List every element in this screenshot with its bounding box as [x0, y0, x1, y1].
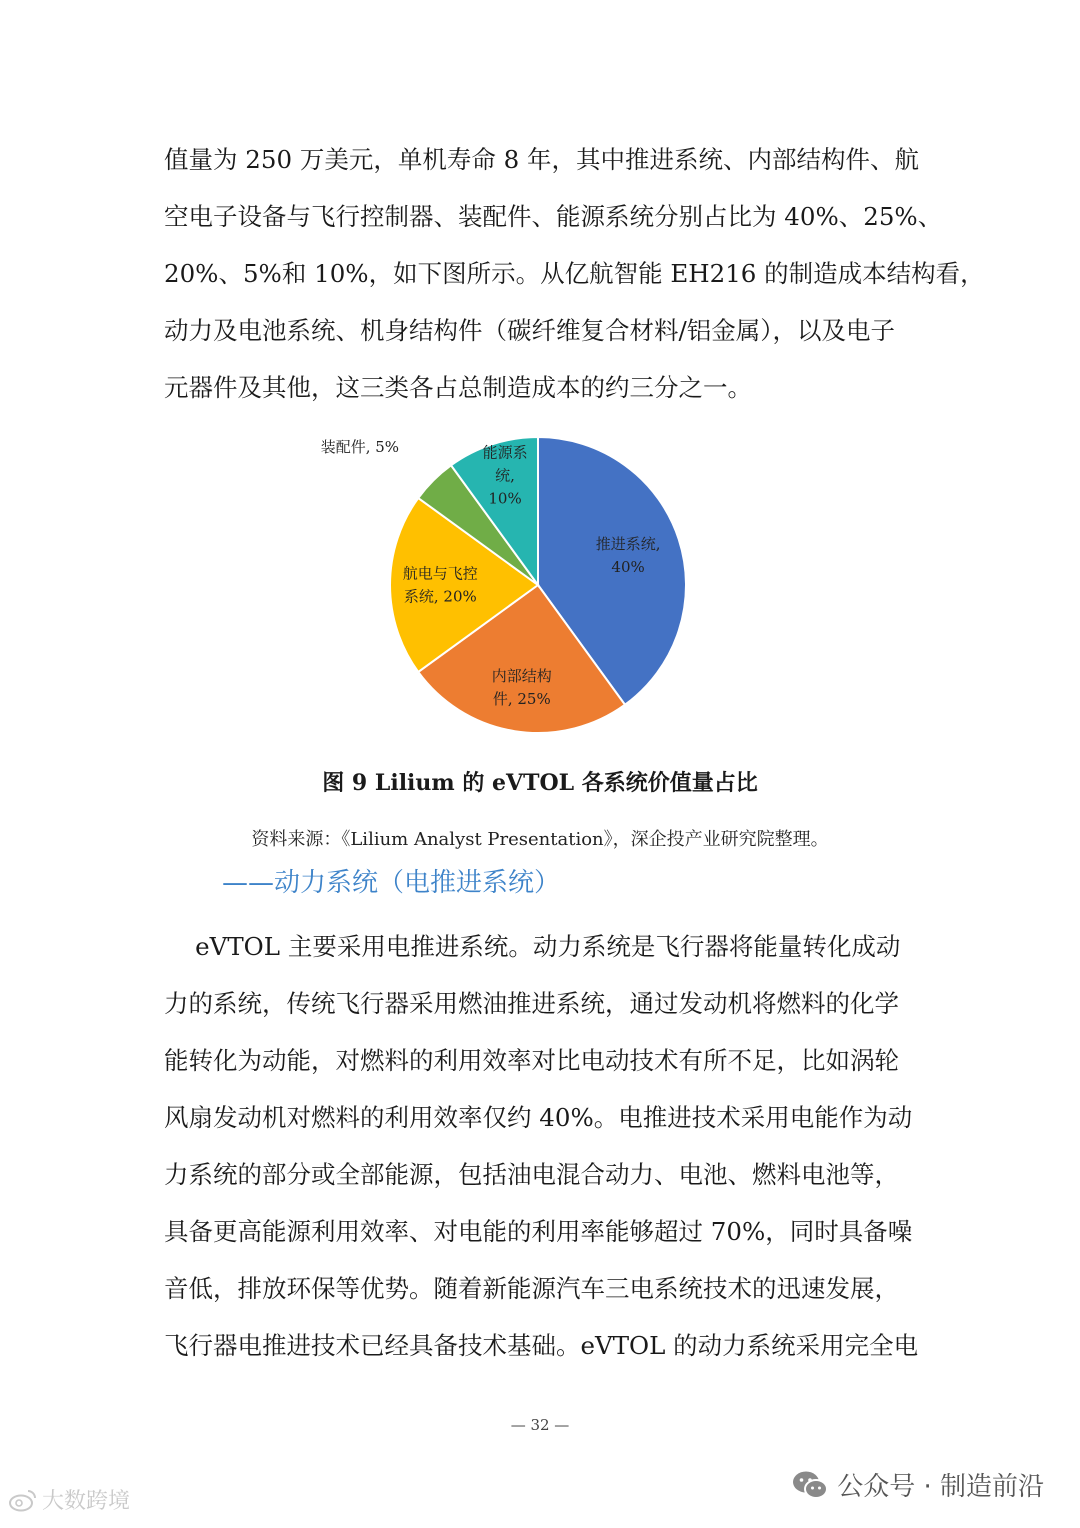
- paragraph-line: eVTOL 主要采用电推进系统。动力系统是飞行器将能量转化成动: [164, 932, 901, 961]
- wechat-watermark: [791, 1466, 1044, 1503]
- paragraph-line: 力的系统，传统飞行器采用燃油推进系统，通过发动机将燃料的化学: [164, 989, 899, 1018]
- paragraph-line: 飞行器电推进技术已经具备技术基础。eVTOL 的动力系统采用完全电: [164, 1331, 919, 1360]
- pie-label-line: 件, 25%: [492, 689, 551, 708]
- pie-label-line: 内部结构: [491, 666, 552, 685]
- corner-label: 大数跨境: [42, 1489, 131, 1514]
- pie-slice-label: [321, 438, 399, 456]
- pie-label-line: 装配件, 5%: [320, 437, 400, 456]
- body-paragraph-2: [164, 918, 918, 1374]
- paragraph-line: 能转化为动能，对燃料的利用效率对比电动技术有所不足，比如涡轮: [164, 1046, 899, 1075]
- pie-label-line: 航电与飞控: [402, 564, 478, 583]
- figure-source: 资料来源：《Lilium Analyst Presentation》，深企投产业研究院整理。: [251, 829, 829, 850]
- page-number: — 32 —: [510, 1416, 570, 1434]
- pie-label-line: 系统, 20%: [403, 587, 477, 606]
- section-heading: ——动力系统（电推进系统）: [222, 868, 561, 898]
- pie-label-line: 40%: [611, 558, 645, 577]
- figure-caption: 图 9 Lilium 的 eVTOL 各系统价值量占比: [322, 770, 758, 796]
- pie-chart: [300, 425, 780, 745]
- pie-label-line: 10%: [488, 489, 522, 508]
- pie-label-line: 推进系统,: [595, 535, 661, 554]
- body-paragraph-1: [164, 131, 985, 416]
- pie-label-line: 统,: [495, 466, 515, 485]
- pie-label-line: 能源系: [482, 443, 528, 462]
- wechat-label: 公众号 · 制造前沿: [837, 1472, 1044, 1502]
- paragraph-line: 20%、5%和 10%，如下图所示。从亿航智能 EH216 的制造成本结构看，: [164, 259, 985, 288]
- wechat-icon: [791, 1470, 829, 1500]
- paragraph-line: 空电子设备与飞行控制器、装配件、能源系统分别占比为 40%、25%、: [164, 202, 943, 231]
- weibo-icon: [8, 1488, 38, 1512]
- paragraph-line: 元器件及其他，这三类各占总制造成本的约三分之一。: [164, 373, 752, 402]
- corner-watermark: [8, 1484, 130, 1515]
- paragraph-line: 值量为 250 万美元，单机寿命 8 年，其中推进系统、内部结构件、航: [164, 145, 919, 174]
- paragraph-line: 具备更高能源利用效率、对电能的利用率能够超过 70%，同时具备噪: [164, 1217, 913, 1246]
- paragraph-line: 音低，排放环保等优势。随着新能源汽车三电系统技术的迅速发展，: [164, 1274, 899, 1303]
- paragraph-line: 风扇发动机对燃料的利用效率仅约 40%。电推进技术采用电能作为动: [164, 1103, 913, 1132]
- paragraph-line: 力系统的部分或全部能源，包括油电混合动力、电池、燃料电池等，: [164, 1160, 899, 1189]
- paragraph-line: 动力及电池系统、机身结构件（碳纤维复合材料/铝金属），以及电子: [164, 316, 896, 345]
